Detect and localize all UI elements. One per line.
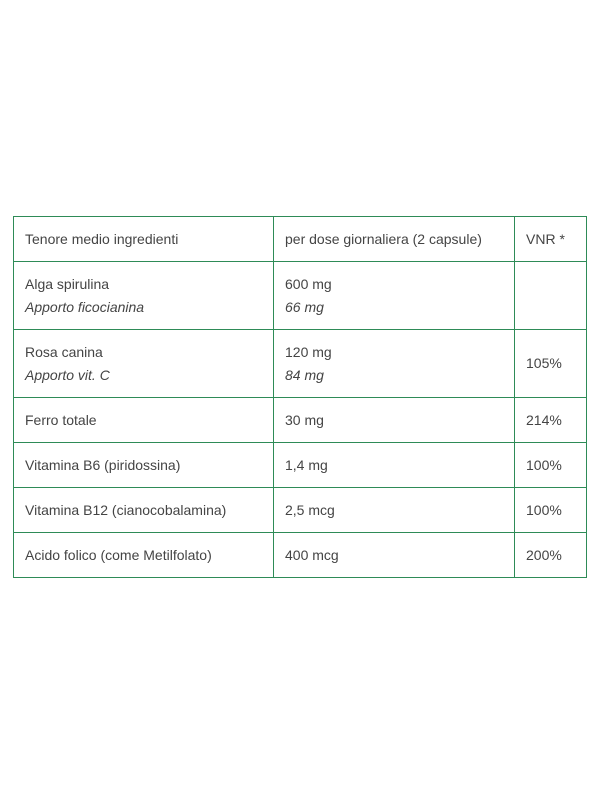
nutrition-table <box>13 216 587 578</box>
vnr-cell <box>515 262 587 330</box>
header-dose: per dose giornaliera (2 capsule) <box>274 217 515 262</box>
ingredient-sub: Apporto ficocianina <box>25 298 145 315</box>
vnr-cell: 100% <box>515 488 587 533</box>
dose-value: 120 mg <box>285 343 332 360</box>
ingredient-cell: Vitamina B12 (cianocobalamina) <box>14 488 274 533</box>
ingredient-cell: Acido folico (come Metilfolato) <box>14 533 274 578</box>
ingredient-sub: Apporto vit. C <box>25 366 110 383</box>
vnr-cell: 214% <box>515 398 587 443</box>
vnr-cell: 105% <box>515 330 587 398</box>
dose-value: 600 mg <box>285 275 332 292</box>
table-row <box>14 443 587 488</box>
ingredient-cell <box>14 262 274 330</box>
header-ingredient: Tenore medio ingredienti <box>14 217 274 262</box>
table-row <box>14 533 587 578</box>
table-row <box>14 398 587 443</box>
dose-cell: 2,5 mcg <box>274 488 515 533</box>
dose-cell <box>274 330 515 398</box>
dose-cell: 400 mcg <box>274 533 515 578</box>
dose-cell: 30 mg <box>274 398 515 443</box>
dose-sub-value: 84 mg <box>285 366 324 383</box>
table-row <box>14 488 587 533</box>
dose-cell <box>274 262 515 330</box>
dose-cell: 1,4 mg <box>274 443 515 488</box>
table-header-row <box>14 217 587 262</box>
ingredient-name: Rosa canina <box>25 343 103 360</box>
vnr-cell: 100% <box>515 443 587 488</box>
ingredient-name: Alga spirulina <box>25 275 110 292</box>
table-row <box>14 330 587 398</box>
table-row <box>14 262 587 330</box>
ingredient-cell <box>14 330 274 398</box>
ingredient-cell: Vitamina B6 (piridossina) <box>14 443 274 488</box>
vnr-cell: 200% <box>515 533 587 578</box>
ingredient-cell: Ferro totale <box>14 398 274 443</box>
header-vnr: VNR * <box>515 217 587 262</box>
dose-sub-value: 66 mg <box>285 298 324 315</box>
